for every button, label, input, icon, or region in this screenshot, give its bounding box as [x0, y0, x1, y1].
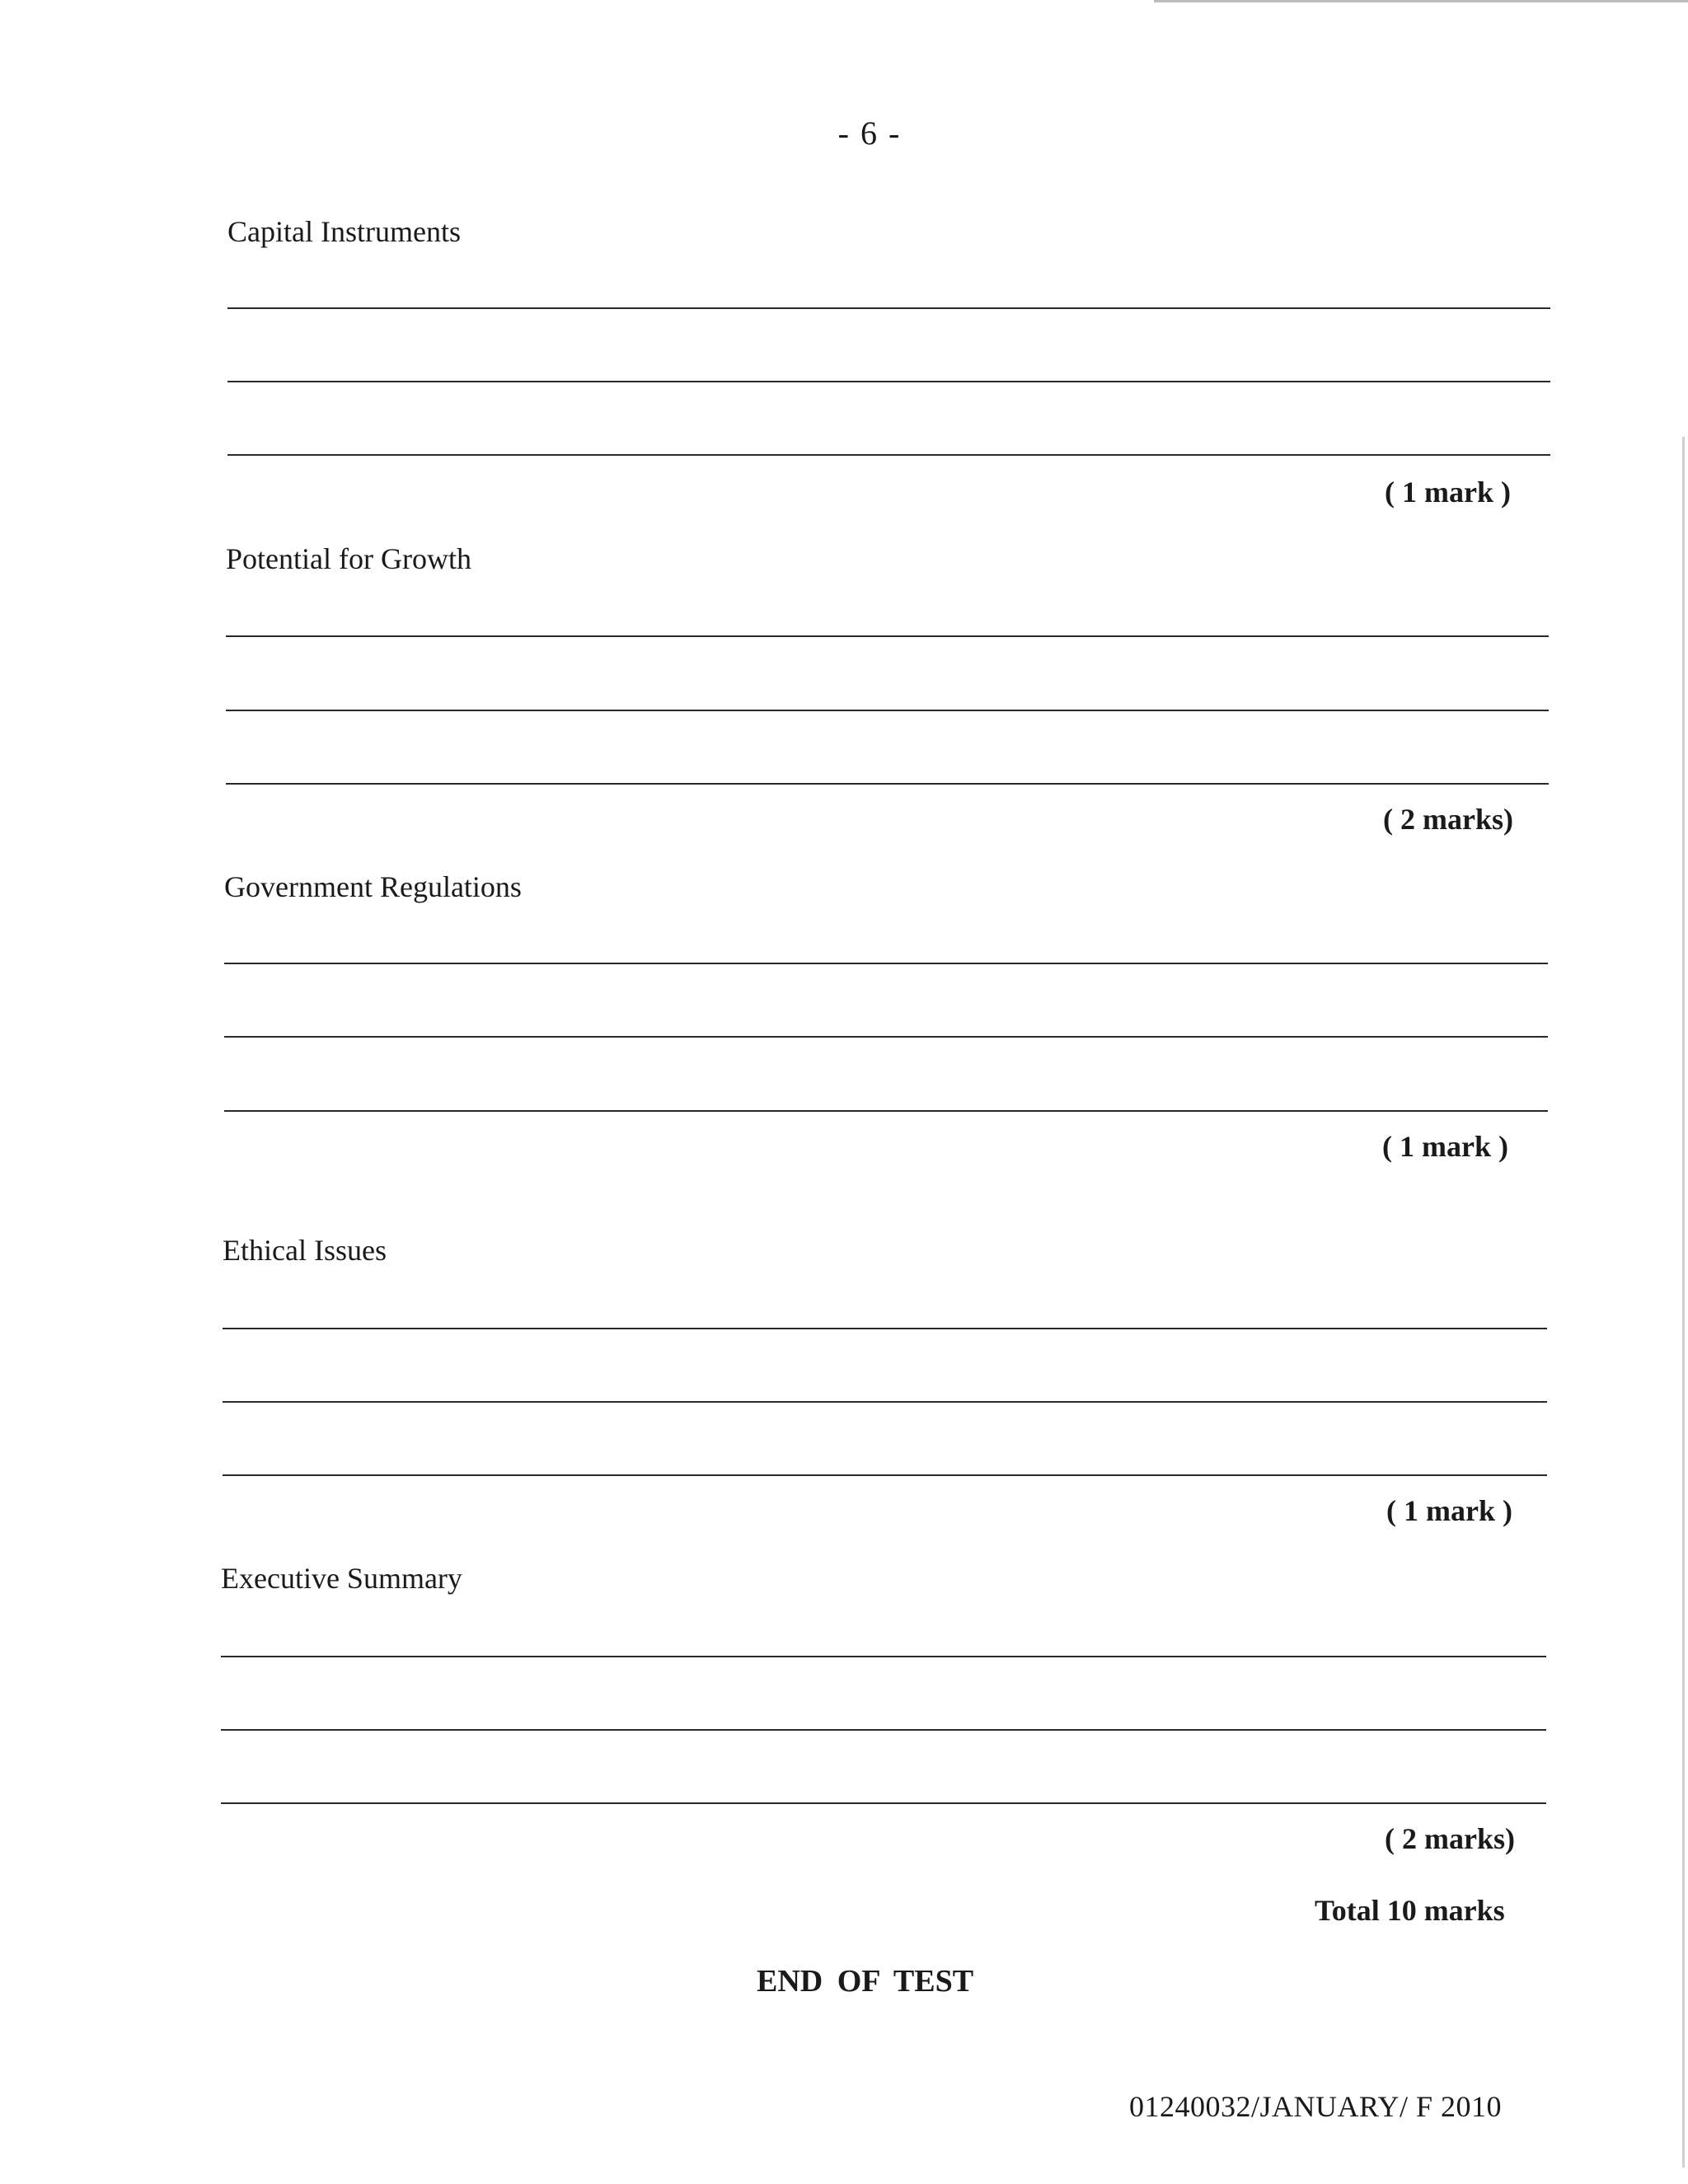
answer-line[interactable] — [226, 635, 1549, 637]
total-marks: Total 10 marks — [1315, 1894, 1505, 1927]
answer-line[interactable] — [221, 1802, 1546, 1804]
answer-line[interactable] — [223, 1474, 1547, 1476]
answer-line[interactable] — [221, 1729, 1546, 1731]
answer-line[interactable] — [221, 1656, 1546, 1657]
answer-line[interactable] — [226, 710, 1549, 711]
scan-edge-top — [1154, 0, 1688, 2]
marks-label: ( 1 mark ) — [1382, 1130, 1508, 1163]
marks-label: ( 1 mark ) — [1385, 476, 1511, 509]
section-label-government-regulations: Government Regulations — [224, 870, 522, 903]
marks-label: ( 2 marks) — [1385, 1822, 1515, 1855]
answer-line[interactable] — [223, 1401, 1547, 1403]
answer-line[interactable] — [224, 963, 1548, 964]
answer-line[interactable] — [227, 381, 1550, 382]
scan-edge-right — [1682, 437, 1685, 2168]
section-label-potential-for-growth: Potential for Growth — [226, 542, 471, 575]
marks-label: ( 1 mark ) — [1386, 1494, 1512, 1527]
section-label-ethical-issues: Ethical Issues — [223, 1234, 387, 1267]
answer-line[interactable] — [227, 454, 1550, 456]
answer-line[interactable] — [224, 1110, 1548, 1112]
end-of-test-heading: END OF TEST — [757, 1964, 974, 1999]
answer-line[interactable] — [227, 307, 1550, 309]
answer-line[interactable] — [226, 783, 1549, 785]
answer-line[interactable] — [223, 1328, 1547, 1329]
section-label-capital-instruments: Capital Instruments — [227, 215, 461, 248]
section-label-executive-summary: Executive Summary — [221, 1562, 462, 1595]
page-number: - 6 - — [837, 115, 902, 152]
marks-label: ( 2 marks) — [1383, 803, 1513, 836]
answer-line[interactable] — [224, 1036, 1548, 1038]
footer-paper-code: 01240032/JANUARY/ F 2010 — [1129, 2090, 1503, 2123]
